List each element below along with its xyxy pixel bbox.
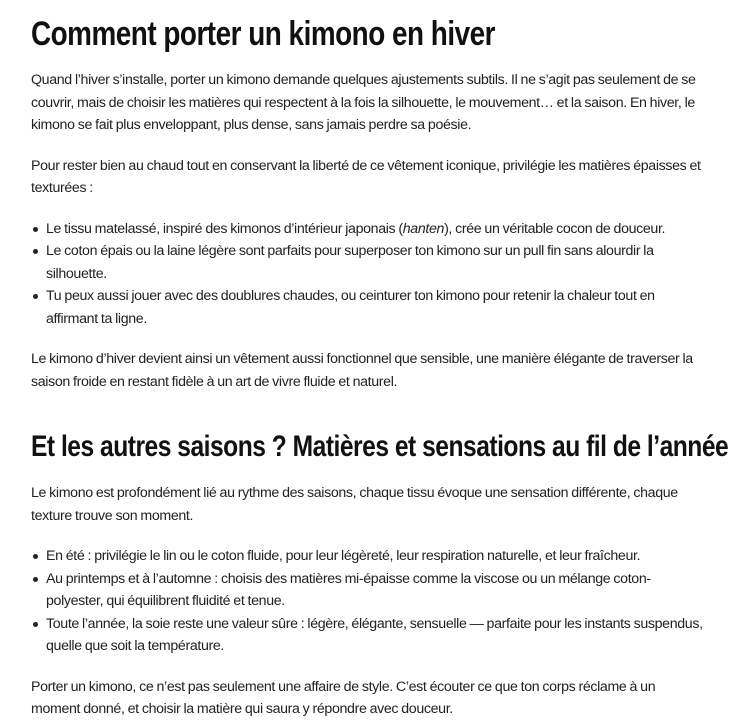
list-item (46, 613, 704, 658)
bullet-icon (33, 294, 38, 299)
list-item (46, 285, 704, 330)
list-item-text: En été : privilégie le lin ou le coton fluide, pour leur légèreté, leur respiration naturelle, et leur fraîcheur. (46, 548, 641, 564)
paragraph-winter-intro: Quand l’hiver s’installe, porter un kimono demande quelques ajustements subtils. Il ne s’agit pas seulement de se couvrir, mais de choisir les matières qui respectent à la fois la silhouette, le mouvement… et la saison. En hiver, le kimono se fait plus enveloppant, plus dense, sans jamais perdre sa poésie. (31, 72, 696, 133)
bullet-icon (33, 577, 38, 582)
list-item-text: Le coton épais ou la laine légère sont parfaits pour superposer ton kimono sur un pull fin sans alourdir la silhouette. (46, 243, 654, 282)
list-item-text: Au printemps et à l’automne : choisis des matières mi-épaisse comme la viscose ou un mélange coton-polyester, qui équilibrent fluidité et tenue. (46, 570, 651, 609)
bullet-list-winter-materials (31, 218, 704, 331)
paragraph-winter-closing: Le kimono d’hiver devient ainsi un vêtement aussi fonctionnel que sensible, une manière élégante de traverser la saison froide en restant fidèle à un art de vivre fluide et naturel. (31, 351, 693, 390)
bullet-icon (33, 249, 38, 254)
list-item-emphasis: hanten (402, 220, 445, 237)
list-item-text: Toute l’année, la soie reste une valeur sûre : légère, élégante, sensuelle — parfaite pour les instants suspendus, quelle que soit la température. (46, 615, 703, 654)
list-item (46, 240, 704, 285)
list-item-text: Le tissu matelassé, inspiré des kimonos d’intérieur japonais ( (46, 220, 403, 237)
bullet-list-seasons (31, 545, 704, 658)
list-item-text: ), crée un véritable cocon de douceur. (444, 220, 666, 237)
list-item (46, 545, 704, 568)
paragraph-seasons-closing: Porter un kimono, ce n’est pas seulement une affaire de style. C’est écouter ce que ton corps réclame à un moment donné, et choisir la matière qui saura y répondre avec douceur. (31, 678, 656, 717)
list-item (46, 568, 704, 613)
list-item-text: Tu peux aussi jouer avec des doublures chaudes, ou ceinturer ton kimono pour retenir la chaleur tout en affirmant ta ligne. (46, 288, 655, 327)
section-title-seasons: Et les autres saisons ? Matières et sensations au fil de l’année (31, 430, 729, 463)
bullet-icon (33, 554, 38, 559)
paragraph-seasons-intro: Le kimono est profondément lié au rythme des saisons, chaque tissu évoque une sensation différente, chaque texture trouve son moment. (31, 485, 678, 524)
list-item (46, 218, 704, 241)
bullet-icon (33, 227, 38, 232)
paragraph-winter-lead: Pour rester bien au chaud tout en conservant la liberté de ce vêtement iconique, privilégie les matières épaisses et texturées : (31, 157, 701, 196)
section-title-winter: Comment porter un kimono en hiver (31, 15, 495, 53)
